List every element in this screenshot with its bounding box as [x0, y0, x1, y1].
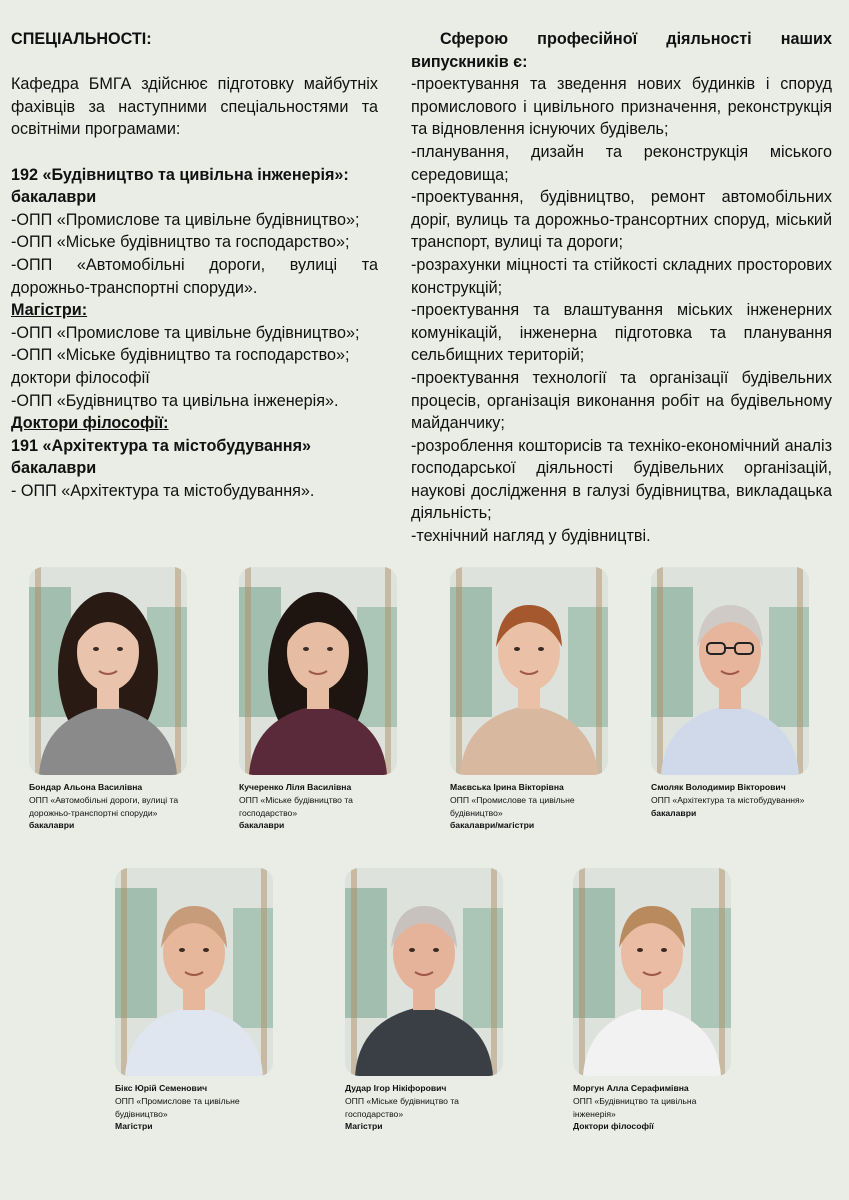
staff-program: ОПП «Промислове та цивільне будівництво» [450, 794, 575, 818]
staff-name: Кучеренко Ліля Василівна [239, 782, 352, 792]
activity-item: -технічний нагляд у будівництві. [411, 527, 651, 546]
staff-photo [573, 868, 731, 1076]
master-program-2: -ОПП «Міське будівництво та господарство»; [11, 346, 350, 365]
staff-name: Моргун Алла Серафимівна [573, 1083, 689, 1093]
master-program-3: -ОПП «Будівництво та цивільна інженерія». [11, 391, 339, 410]
phd-note: доктори філософії [11, 368, 150, 387]
staff-degree: бакалаври [651, 807, 697, 818]
activity-item: -проектування, будівництво, ремонт автомобільних доріг, вулиць та дорожньо-трансортних споруд, міський транспорт, вулиці та дороги; [411, 188, 832, 252]
staff-photo [239, 567, 397, 775]
specialties-column [11, 28, 378, 502]
activity-item: -планування, дизайн та реконструкція міського середовища; [411, 142, 832, 184]
staff-degree: Магістри [115, 1121, 153, 1132]
bachelor-program-3: -ОПП «Автомобільні дороги, вулиці та дорожньо-транспортні споруди». [11, 255, 378, 297]
staff-name: Дудар Ігор Нікіфорович [345, 1083, 447, 1093]
architecture-program: - ОПП «Архітектура та містобудування». [11, 481, 315, 500]
staff-card [239, 567, 404, 832]
staff-photo [450, 567, 608, 775]
bachelor-program-1: -ОПП «Промислове та цивільне будівництво»; [11, 210, 360, 229]
staff-program: ОПП «Автомобільні дороги, вулиці та дорожньо-транспортні споруди» [29, 794, 179, 818]
staff-program: ОПП «Промислове та цивільне будівництво» [115, 1095, 240, 1119]
staff-degree: бакалаври [29, 820, 75, 831]
staff-degree: бакалаври [239, 820, 285, 831]
specialties-heading: СПЕЦІАЛЬНОСТІ: [11, 30, 152, 48]
activity-item: -проектування технології та організації будівельних процесів, організація виконання робіт на будівельному майданчику; [411, 368, 832, 433]
staff-card [573, 868, 738, 1133]
staff-name: Смоляк Володимир Вікторович [651, 782, 786, 792]
bachelor-program-2: -ОПП «Міське будівництво та господарство»; [11, 233, 350, 252]
staff-name: Бікс Юрій Семенович [115, 1083, 208, 1093]
activity-item: -розроблення кошторисів та техніко-економічний аналіз господарської діяльності будівельних організацій, наукові дослідження в галузі будівництва, викладацька діяльність; [411, 436, 832, 523]
bachelors-label-2: бакалаври [11, 459, 97, 478]
staff-program: ОПП «Архітектура та містобудування» [651, 794, 805, 805]
activity-item: -проектування та зведення нових будинків і споруд промислового і цивільного призначення, реконструкція та відновлення існуючих будівель; [411, 75, 832, 139]
staff-card [651, 567, 816, 819]
specialty-191-title: 191 «Архітектура та містобудування» [11, 436, 312, 455]
bachelors-label: бакалаври [11, 188, 97, 207]
staff-photo [115, 868, 273, 1076]
staff-program: ОПП «Будівництво та цивільна інженерія» [573, 1095, 697, 1119]
staff-card [450, 567, 615, 832]
staff-card [29, 567, 194, 832]
activity-item: -проектування та влаштування міських інженерних комунікацій, інженерна підготовка та планування сельбищних територій; [411, 301, 832, 365]
department-intro: Кафедра БМГА здійснює підготовку майбутніх фахівців за наступними спеціальностями та освітніми програмами: [11, 75, 378, 139]
staff-photo [345, 868, 503, 1076]
staff-card [115, 868, 280, 1133]
staff-program: ОПП «Міське будівництво та господарство» [239, 794, 353, 818]
graduate-activities-column [411, 28, 832, 548]
staff-name: Маєвська Ірина Вікторівна [450, 782, 564, 792]
staff-photo [651, 567, 809, 775]
staff-program: ОПП «Міське будівництво та господарство» [345, 1095, 459, 1119]
staff-degree: Магістри [345, 1121, 383, 1132]
phd-label: Доктори філософії: [11, 414, 169, 433]
staff-photo [29, 567, 187, 775]
staff-degree: бакалаври/магістри [450, 820, 535, 831]
masters-label: Магістри: [11, 301, 88, 320]
staff-card [345, 868, 510, 1133]
staff-name: Бондар Альона Василівна [29, 782, 143, 792]
specialty-192-title: 192 «Будівництво та цивільна інженерія»: [11, 165, 349, 184]
master-program-1: -ОПП «Промислове та цивільне будівництво»; [11, 323, 360, 342]
activity-item: -розрахунки міцності та стійкості складних просторових конструкцій; [411, 255, 832, 297]
staff-degree: Доктори філософії [573, 1121, 654, 1132]
activities-heading: Сферою професійної діяльності наших випускників є: [411, 30, 832, 71]
